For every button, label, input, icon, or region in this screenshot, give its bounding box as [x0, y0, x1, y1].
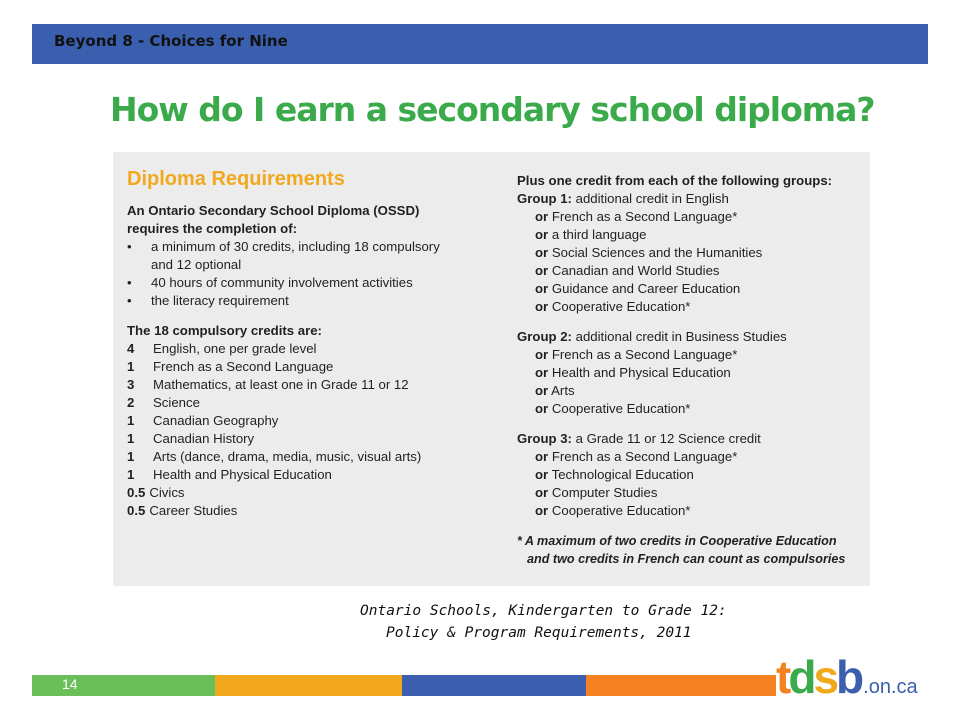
group-option	[517, 280, 867, 298]
compulsory-heading: The 18 compulsory credits are:	[127, 323, 322, 338]
credit-count: 1	[127, 467, 135, 482]
credit-count: 1	[127, 359, 135, 374]
credit-row	[127, 430, 497, 448]
group-option	[517, 400, 867, 418]
group-first-line	[517, 190, 867, 208]
footnote	[517, 532, 867, 568]
option-text: Canadian and World Studies	[551, 263, 720, 278]
or-label: or	[535, 449, 549, 464]
group-first-line	[517, 430, 867, 448]
option-text: Social Sciences and the Humanities	[551, 245, 763, 260]
credit-row	[127, 376, 497, 394]
footer-strip-green	[32, 675, 215, 696]
diploma-requirements-panel	[113, 152, 870, 586]
group-option	[517, 208, 867, 226]
header-title: Beyond 8 - Choices for Nine	[54, 32, 288, 50]
credit-row	[127, 466, 497, 484]
logo-letter-d: d	[788, 651, 814, 703]
credit-subject: Canadian History	[153, 431, 255, 446]
option-text: Cooperative Education*	[551, 299, 691, 314]
footnote-line-1: * A maximum of two credits in Cooperative Education	[517, 534, 837, 548]
credit-count: 4	[127, 341, 135, 356]
credit-subject: Civics	[149, 485, 185, 500]
or-label: or	[535, 365, 549, 380]
bullet-text: and 12 optional	[151, 257, 242, 272]
group-option	[517, 502, 867, 520]
credit-subject: Science	[153, 395, 200, 410]
bullet-dot-icon: •	[127, 239, 132, 254]
group-option	[517, 448, 867, 466]
option-text: French as a Second Language*	[551, 347, 738, 362]
credit-subject: French as a Second Language	[153, 359, 334, 374]
credit-count: 0.5	[127, 503, 146, 518]
option-text: Computer Studies	[551, 485, 658, 500]
group-label: Group 2:	[517, 329, 572, 344]
group-3	[517, 430, 867, 520]
logo-letter-b: b	[836, 651, 862, 703]
or-label: or	[535, 245, 549, 260]
group-first-option: a Grade 11 or 12 Science credit	[575, 431, 761, 446]
bullet-dot-icon: •	[127, 275, 132, 290]
group-option	[517, 382, 867, 400]
footnote-line-2: and two credits in French can count as compulsories	[527, 552, 846, 566]
footer-strip-yellow	[215, 675, 402, 696]
credit-subject: Canadian Geography	[153, 413, 279, 428]
bullet-dot-icon: •	[127, 293, 132, 308]
intro-text	[127, 202, 497, 238]
credit-count: 0.5	[127, 485, 146, 500]
citation-line-1: Ontario Schools, Kindergarten to Grade 12:	[360, 603, 727, 619]
credit-subject: English, one per grade level	[153, 341, 317, 356]
credit-row	[127, 394, 497, 412]
requirements-left-column	[127, 166, 497, 520]
credit-count: 1	[127, 431, 135, 446]
group-1	[517, 190, 867, 316]
or-label: or	[535, 401, 549, 416]
credit-row	[127, 412, 497, 430]
requirements-right-column	[517, 172, 867, 568]
or-label: or	[535, 383, 549, 398]
group-option	[517, 364, 867, 382]
slide-number: 14	[62, 676, 78, 692]
page-title: How do I earn a secondary school diploma?	[110, 90, 875, 129]
intro-line-2: requires the completion of:	[127, 221, 297, 236]
or-label: or	[535, 503, 549, 518]
or-label: or	[535, 227, 549, 242]
or-label: or	[535, 467, 549, 482]
header-bar	[32, 24, 928, 64]
or-label: or	[535, 209, 549, 224]
bullet-text: 40 hours of community involvement activities	[151, 275, 413, 290]
option-text: French as a Second Language*	[551, 209, 738, 224]
option-text: Arts	[551, 383, 575, 398]
group-first-option: additional credit in Business Studies	[575, 329, 787, 344]
option-text: Cooperative Education*	[551, 503, 691, 518]
citation	[360, 600, 727, 644]
credit-row	[127, 358, 497, 376]
credit-subject: Career Studies	[149, 503, 238, 518]
or-label: or	[535, 485, 549, 500]
group-first-line	[517, 328, 867, 346]
credit-row	[127, 484, 497, 502]
groups-heading: Plus one credit from each of the following groups:	[517, 173, 833, 188]
option-text: Guidance and Career Education	[551, 281, 741, 296]
credit-count: 3	[127, 377, 135, 392]
group-label: Group 3:	[517, 431, 572, 446]
credit-row	[127, 448, 497, 466]
credit-count: 2	[127, 395, 135, 410]
bullet-item	[127, 292, 497, 310]
group-2	[517, 328, 867, 418]
bullet-item	[127, 274, 497, 292]
tdsb-logo	[776, 650, 918, 704]
panel-heading: Diploma Requirements	[127, 168, 345, 190]
credit-row	[127, 502, 497, 520]
or-label: or	[535, 299, 549, 314]
footer-strip-blue	[402, 675, 586, 696]
credit-subject: Arts (dance, drama, media, music, visual arts)	[153, 449, 422, 464]
group-option	[517, 244, 867, 262]
option-text: French as a Second Language*	[551, 449, 738, 464]
logo-letter-s: s	[813, 651, 837, 703]
group-option	[517, 466, 867, 484]
group-option	[517, 346, 867, 364]
citation-line-2: Policy & Program Requirements, 2011	[386, 625, 692, 641]
group-option	[517, 262, 867, 280]
option-text: a third language	[551, 227, 647, 242]
or-label: or	[535, 281, 549, 296]
credit-count: 1	[127, 413, 135, 428]
or-label: or	[535, 347, 549, 362]
bullet-text: a minimum of 30 credits, including 18 compulsory	[151, 239, 440, 254]
group-option	[517, 484, 867, 502]
bullet-text: the literacy requirement	[151, 293, 289, 308]
group-label: Group 1:	[517, 191, 572, 206]
option-text: Health and Physical Education	[551, 365, 731, 380]
or-label: or	[535, 263, 549, 278]
credit-subject: Mathematics, at least one in Grade 11 or 12	[153, 377, 409, 392]
footer-strip-orange	[586, 675, 776, 696]
credit-row	[127, 340, 497, 358]
group-first-option: additional credit in English	[575, 191, 729, 206]
credit-subject: Health and Physical Education	[153, 467, 332, 482]
logo-wordmark	[776, 651, 861, 703]
credit-count: 1	[127, 449, 135, 464]
logo-domain-suffix: .on.ca	[863, 676, 918, 698]
group-option	[517, 226, 867, 244]
group-option	[517, 298, 867, 316]
intro-line-1: An Ontario Secondary School Diploma (OSSD)	[127, 203, 420, 218]
option-text: Cooperative Education*	[551, 401, 691, 416]
logo-letter-t: t	[776, 651, 789, 703]
bullet-item	[127, 238, 497, 274]
option-text: Technological Education	[551, 467, 694, 482]
